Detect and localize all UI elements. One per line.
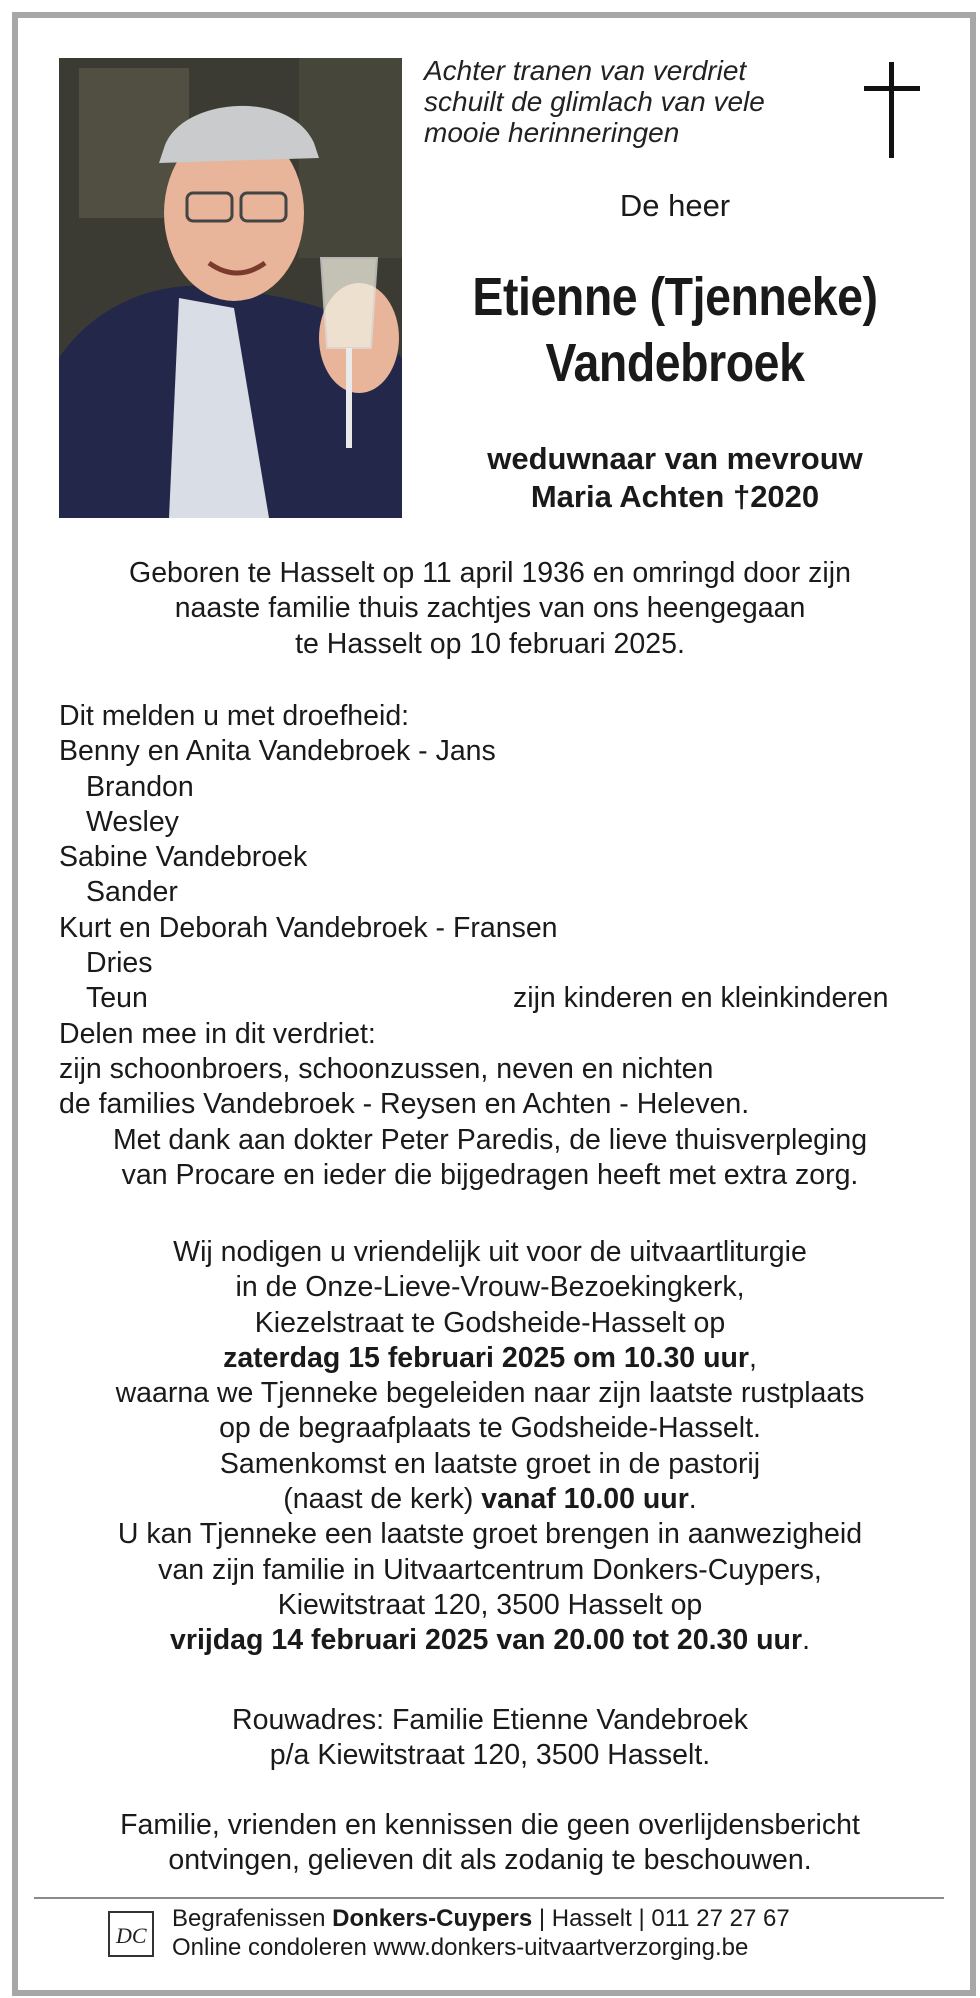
ceremony-line: van zijn familie in Uitvaartcentrum Donkers-Cuypers,	[158, 1553, 822, 1586]
ceremony-time-line	[59, 1482, 921, 1517]
family-line: Benny en Anita Vandebroek - Jans	[59, 735, 496, 768]
share-line: zijn schoonbroers, schoonzussen, neven en nichten	[59, 1052, 714, 1085]
address-section	[59, 1703, 921, 1774]
portrait-photo	[59, 58, 402, 518]
visit-date: vrijdag 14 februari 2025 van 20.00 tot 20.30 uur	[170, 1624, 803, 1657]
text: (naast de kerk)	[283, 1483, 482, 1516]
footer-website[interactable]: Online condoleren www.donkers-uitvaartverzorging.be	[172, 1934, 749, 1961]
cross-icon	[864, 62, 920, 158]
punctuation: ,	[748, 1341, 757, 1374]
notice-section	[59, 1808, 921, 1879]
family-line: Sabine Vandebroek	[59, 841, 308, 874]
footer-prefix: Begrafenissen	[172, 1905, 333, 1932]
family-row-last	[59, 981, 921, 1016]
family-line: Teun	[86, 982, 148, 1015]
punctuation: .	[802, 1624, 810, 1657]
visit-date-line	[59, 1623, 921, 1658]
quote-line: schuilt de glimlach van vele	[424, 86, 765, 117]
deceased-name	[454, 264, 896, 396]
birth-line: te Hasselt op 10 februari 2025.	[295, 627, 685, 660]
notice-line: ontvingen, gelieven dit als zodanig te beschouwen.	[168, 1844, 812, 1877]
ceremony-time: vanaf 10.00 uur	[481, 1483, 689, 1516]
address-line: Rouwadres: Familie Etienne Vandebroek	[232, 1704, 748, 1736]
footer-line-1	[172, 1904, 892, 1933]
ceremony-line: Kiewitstraat 120, 3500 Hasselt op	[277, 1588, 703, 1621]
ceremony-line: Wij nodigen u vriendelijk uit voor de uitvaartliturgie	[173, 1236, 807, 1268]
footer-brand: Donkers-Cuypers	[332, 1905, 533, 1932]
salutation: De heer	[619, 188, 731, 223]
thanks-line: van Procare en ieder die bijgedragen heeft met extra zorg.	[121, 1158, 859, 1191]
quote-line: mooie herinneringen	[424, 117, 680, 148]
ceremony-line: Kiezelstraat te Godsheide-Hasselt op	[254, 1306, 726, 1339]
footer-contact: | Hasselt | 011 27 27 67	[532, 1905, 790, 1932]
family-section	[59, 699, 921, 1193]
quote	[424, 55, 824, 148]
donkers-cuypers-logo	[108, 1911, 154, 1957]
family-line: Kurt en Deborah Vandebroek - Fransen	[59, 911, 558, 944]
family-line: Brandon	[86, 770, 194, 803]
footer	[172, 1904, 892, 1962]
name-line-1: Etienne (Tjenneke)	[472, 267, 878, 327]
family-line: Dries	[86, 947, 153, 980]
birth-line: naaste familie thuis zachtjes van ons heengegaan	[174, 592, 806, 625]
share-intro: Delen mee in dit verdriet:	[59, 1017, 376, 1050]
birth-line: Geboren te Hasselt op 11 april 1936 en omringd door zijn	[129, 557, 851, 589]
widow-note	[418, 440, 932, 516]
ceremony-line: waarna we Tjenneke begeleiden naar zijn laatste rustplaats	[115, 1377, 865, 1410]
share-line: de families Vandebroek - Reysen en Achten - Heleven.	[59, 1088, 750, 1121]
ceremony-line: Samenkomst en laatste groet in de pastorij	[219, 1447, 761, 1480]
ceremony-date-line	[59, 1341, 921, 1376]
footer-divider	[34, 1897, 944, 1899]
relation-note: zijn kinderen en kleinkinderen	[513, 982, 889, 1015]
ceremony-line: in de Onze-Lieve-Vrouw-Bezoekingkerk,	[235, 1271, 745, 1304]
ceremony-line: op de begraafplaats te Godsheide-Hasselt.	[219, 1412, 761, 1445]
quote-line: Achter tranen van verdriet	[424, 55, 747, 86]
name-line-2: Vandebroek	[545, 333, 805, 393]
family-line: Sander	[86, 876, 178, 909]
thanks-line: Met dank aan dokter Peter Paredis, de lieve thuisverpleging	[112, 1123, 868, 1156]
svg-text:DC: DC	[116, 1923, 147, 1948]
widow-line-1: weduwnaar van mevrouw	[487, 441, 863, 476]
ceremony-section	[59, 1235, 921, 1659]
ceremony-date: zaterdag 15 februari 2025 om 10.30 uur	[223, 1341, 749, 1374]
address-line: p/a Kiewitstraat 120, 3500 Hasselt.	[269, 1739, 711, 1772]
notice-line: Familie, vrienden en kennissen die geen overlijdensbericht	[120, 1809, 860, 1841]
ceremony-line: U kan Tjenneke een laatste groet brengen in aanwezigheid	[117, 1518, 863, 1551]
punctuation: .	[688, 1483, 697, 1516]
family-intro: Dit melden u met droefheid:	[59, 700, 410, 732]
family-line: Wesley	[86, 805, 179, 838]
birth-section	[59, 556, 921, 662]
widow-line-2: Maria Achten †2020	[530, 479, 820, 514]
